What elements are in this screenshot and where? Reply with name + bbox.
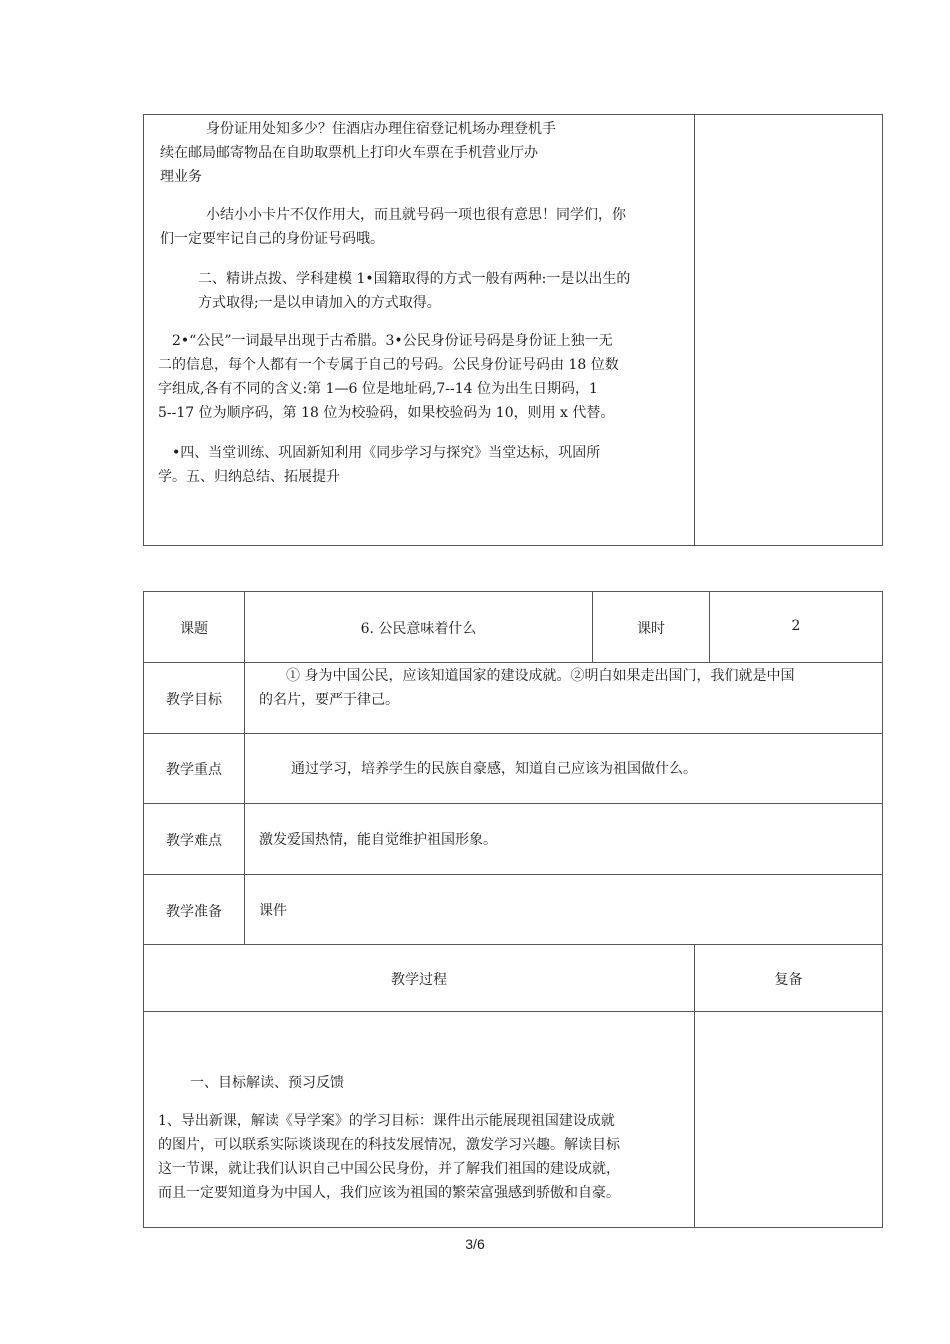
section-text-line: 的图片，可以联系实际谈谈现在的科技发展情况，激发学习兴趣。解读目标: [158, 1137, 620, 1153]
paragraph-line: 二的信息，每个人都有一个专属于自己的号码。公民身份证号码由 18 位数: [158, 357, 619, 373]
paragraph-line: 2•“公民”一词最早出现于古希腊。3•公民身份证号码是身份证上独一无: [172, 333, 613, 349]
goal-text-line: 的名片，要严于律己。: [259, 692, 399, 708]
page-number: 3/6: [465, 1236, 485, 1252]
paragraph-line: 小结小小卡片不仅作用大，而且就号码一项也很有意思！同学们，你: [206, 207, 626, 223]
top-table-left-border: [143, 114, 144, 546]
paragraph-line: 二、精讲点拨、学科建模 1•国籍取得的方式一般有两种:一是以出生的: [198, 271, 631, 287]
paragraph-line: 理业务: [160, 169, 202, 185]
top-table-bottom-border: [143, 545, 883, 546]
top-table-right-border: [882, 114, 883, 546]
lesson-table-right-border: [882, 591, 883, 1228]
period-value: 2: [791, 618, 801, 634]
section-text-line: 而且一定要知道身为中国人，我们应该为祖国的繁荣富强感到骄傲和自豪。: [158, 1185, 620, 1201]
row-divider: [143, 662, 883, 663]
section-title: 一、目标解读、预习反馈: [190, 1075, 344, 1091]
section-text-line: 这一节课，就让我们认识自己中国公民身份，并了解我们祖国的建设成就，: [158, 1161, 620, 1177]
paragraph-line: 字组成,各有不同的含义:第 1—6 位是地址码,7--14 位为出生日期码，1: [158, 381, 598, 397]
paragraph-line: 学。五、归纳总结、拓展提升: [158, 469, 340, 485]
difficulty-text: 激发爱国热情，能自觉维护祖国形象。: [259, 832, 497, 848]
period-label: 课时: [637, 621, 665, 637]
process-header: 教学过程: [391, 972, 447, 988]
row-divider: [143, 803, 883, 804]
goal-text-line: ① 身为中国公民，应该知道国家的建设成就。②明白如果走出国门，我们就是中国: [286, 668, 795, 684]
topic-value: 6. 公民意味着什么: [360, 621, 477, 637]
row-divider: [143, 733, 883, 734]
key-point-label: 教学重点: [166, 762, 222, 778]
topic-label: 课题: [180, 621, 208, 637]
preparation-text: 课件: [259, 903, 287, 919]
key-point-text: 通过学习，培养学生的民族自豪感，知道自己应该为祖国做什么。: [291, 761, 697, 777]
paragraph-line: 5--17 位为顺序码，第 18 位为校验码，如果校验码为 10，则用 x 代替。: [158, 405, 615, 421]
lesson-table-bottom-border: [143, 1227, 883, 1228]
goal-label: 教学目标: [166, 692, 222, 708]
paragraph-line: 方式取得;一是以申请加入的方式取得。: [198, 295, 441, 311]
lesson-table-top-border: [143, 591, 883, 592]
paragraph-line: 续在邮局邮寄物品在自助取票机上打印火车票在手机营业厅办: [160, 145, 538, 161]
row-divider: [143, 944, 883, 945]
paragraph-line: •四、当堂训练、巩固新知利用《同步学习与探究》当堂达标，巩固所: [172, 445, 601, 461]
review-header: 复备: [774, 972, 803, 988]
preparation-label: 教学准备: [166, 904, 222, 920]
row-divider: [143, 874, 883, 875]
top-table-top-border: [143, 114, 883, 115]
label-column-divider: [244, 591, 245, 945]
section-text-line: 1、导出新课，解读《导学案》的学习目标：课件出示能展现祖国建设成就: [158, 1113, 615, 1129]
paragraph-line: 身份证用处知多少？住酒店办理住宿登记机场办理登机手: [206, 121, 556, 137]
row-divider: [143, 1011, 883, 1012]
difficulty-label: 教学难点: [166, 833, 222, 849]
top-table-divider: [694, 114, 695, 546]
paragraph-line: 们一定要牢记自己的身份证号码哦。: [160, 231, 384, 247]
